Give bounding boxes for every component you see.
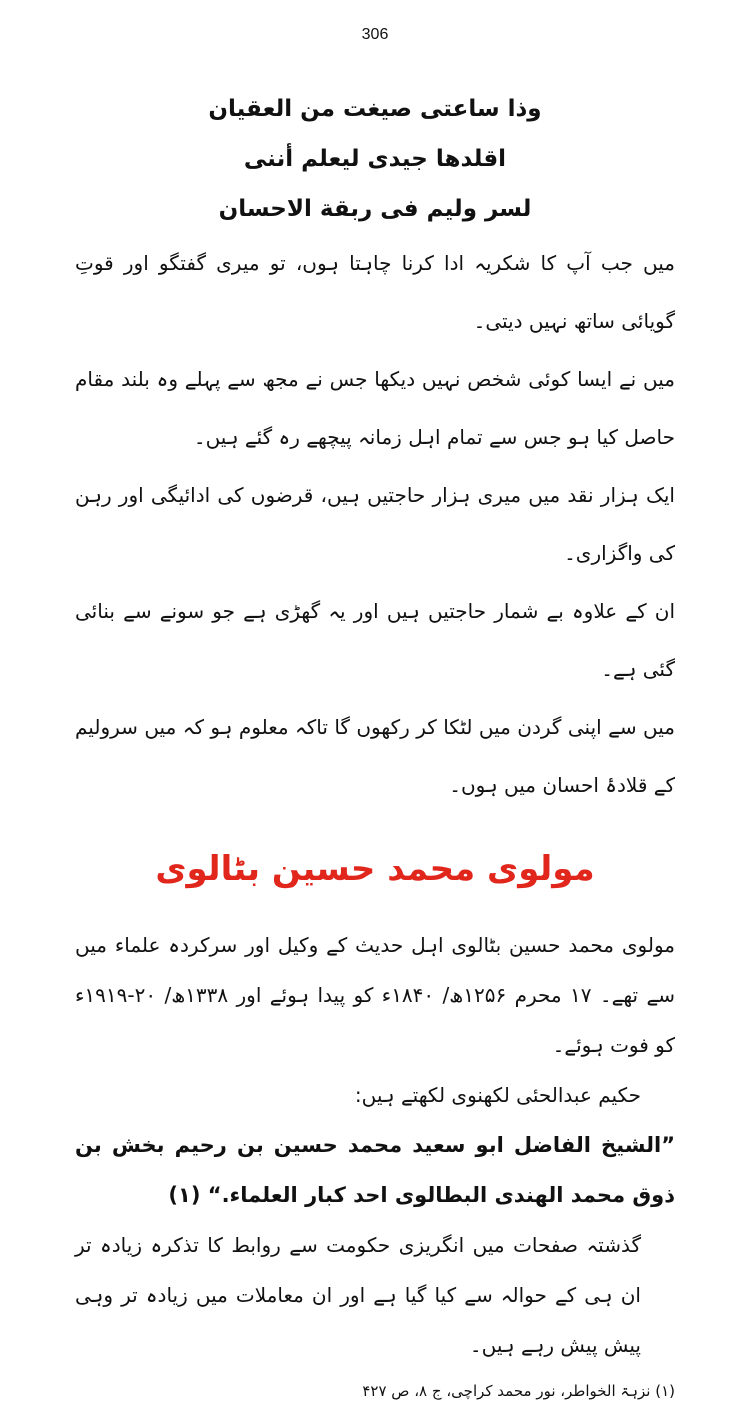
bio-paragraph: مولوی محمد حسین بٹالوی اہل حدیث کے وکیل اور سرکردہ علماء میں سے تھے۔ ۱۷ محرم ۱۲۵۶ھ/ ۱۸۴۰ء کو پیدا ہوئے اور ۱۳۳۸ھ/ ۲۰-۱۹۱۹ء کو فوت ہوئے۔ [75,933,675,1057]
closing-paragraph: گذشتہ صفحات میں انگریزی حکومت سے روابط کا تذکرہ زیادہ تر ان ہی کے حوالہ سے کیا گیا ہے اور ان معاملات میں زیادہ تر وہی پیش پیش رہے ہیں۔ [75,1233,641,1357]
page-number: 306 [361,26,389,43]
paragraph: میں جب آپ کا شکریہ ادا کرنا چاہتا ہوں، تو میری گفتگو اور قوتِ گویائی ساتھ نہیں دیتی۔ [75,251,675,333]
arabic-quote: ”الشیخ الفاضل ابو سعید محمد حسین بن رحیم بخش بن ذوق محمد الھندی البطالوی احد کبار العلماء.“ (۱) [75,1133,675,1207]
paragraph: میں سے اپنی گردن میں لٹکا کر رکھوں گا تاکہ معلوم ہو کہ میں سرولیم کے قلادۂ احسان میں ہوں۔ [75,715,675,797]
verse-line: وذا ساعتی صیغت من العقیان [208,96,542,122]
verse-line: لسر ولیم فی ربقة الاحسان [218,196,532,222]
paragraph: میں نے ایسا کوئی شخص نہیں دیکھا جس نے مجھ سے پہلے وہ بلند مقام حاصل کیا ہو جس سے تمام اہل زمانہ پیچھے رہ گئے ہیں۔ [75,367,675,449]
quote-intro: حکیم عبدالحئی لکھنوی لکھتے ہیں: [354,1083,641,1107]
section-heading: مولوی محمد حسین بٹالوی [155,849,595,889]
verse-line: اقلدها جیدی لیعلم أننی [243,146,507,172]
verse-block [75,84,675,234]
page-content [75,84,675,1406]
footnote: (۱) نزہۃ الخواطر، نور محمد کراچی، ج ۸، ص ۴۲۷ [362,1382,675,1400]
paragraph: ان کے علاوہ بے شمار حاجتیں ہیں اور یہ گھڑی ہے جو سونے سے بنائی گئی ہے۔ [75,599,675,681]
paragraph: ایک ہزار نقد میں میری ہزار حاجتیں ہیں، قرضوں کی ادائیگی اور رہن کی واگزاری۔ [75,483,675,565]
